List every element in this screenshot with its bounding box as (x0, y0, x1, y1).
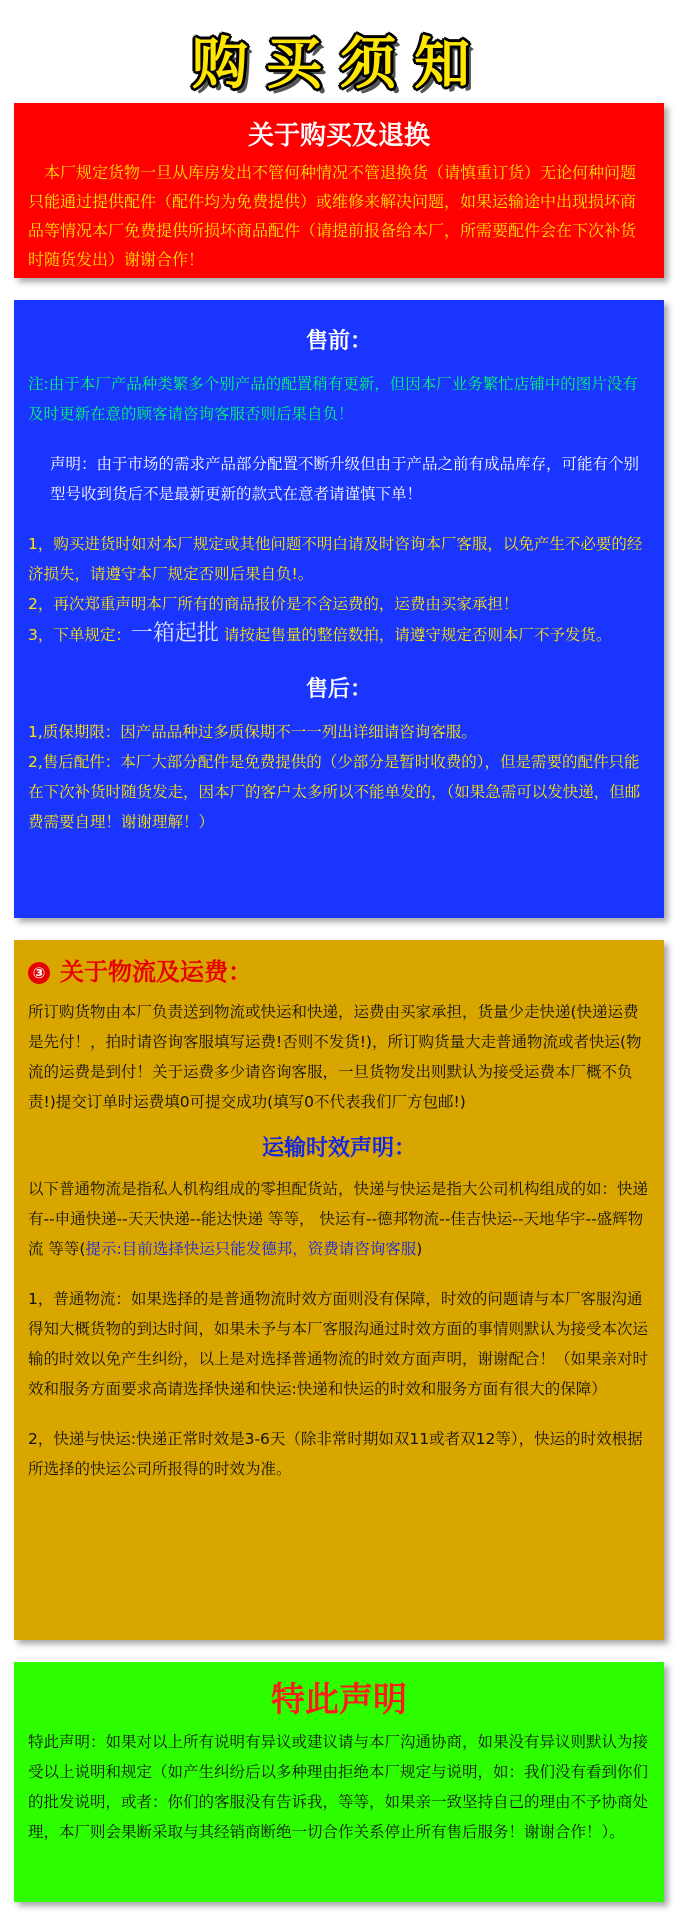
special-statement-text: 特此声明：如果对以上所有说明有异议或建议请与本厂沟通协商，如果没有异议则默认为接受以上说明和规定（如产生纠纷后以多种理由拒绝本厂规定与说明，如：我们没有看到你们的批发说明，或者：你们的客服没有告诉我，等等，如果亲一致坚持自己的理由不予协商处理，本厂则会果断采取与其经销商断绝一切合作关系停止所有售后服务！谢谢合作！）。 (28, 1733, 649, 1841)
special-statement-heading: 特此声明 (271, 1680, 407, 1720)
logistics-heading (28, 952, 650, 987)
pre-sale-heading: 售前： (305, 329, 372, 354)
after-sale-heading: 售后： (305, 677, 372, 702)
after-sale-item-2: 2,售后配件：本厂大部分配件是免费提供的（少部分是暂时收费的），但是需要的配件只能在下次补货时随货发走，因本厂的客户太多所以不能单发的，（如果急需可以发快递，但邮费需要自理！谢谢理解！） (28, 753, 641, 831)
logistics-paragraph-2 (28, 1174, 650, 1264)
special-statement-section (14, 1662, 664, 1902)
pre-sale-item-3 (28, 619, 650, 650)
logistics-tip: 提示:目前选择快运只能发德邦，资费请咨询客服 (85, 1240, 417, 1258)
logistics-paragraph-4: 2，快递与快运:快递正常时效是3-6天（除非常时期如双11或者双12等），快运的时效根据所选择的快运公司所报得的时效为准。 (28, 1430, 643, 1478)
transport-time-heading: 运输时效声明： (261, 1136, 416, 1161)
pre-sale-item-3-rest: 请按起售量的整倍数拍，请遵守规定否则本厂不予发货。 (218, 626, 612, 644)
pre-sale-item-1: 1，购买进货时如对本厂规定或其他问题不明白请及时咨询本厂客服，以免产生不必要的经济损失，请遵守本厂规定否则后果自负!。 (28, 535, 643, 583)
logistics-section (14, 940, 664, 1640)
page-title-wrap (0, 20, 680, 100)
purchase-return-heading: 关于购买及退换 (247, 121, 430, 151)
logistics-paragraph-2-main: 以下普通物流是指私人机构组成的零担配货站，快递与快运是指大公司机构组成的如：快递有--申通快递--天天快递--能达快递 等等， 快运有--德邦物流--佳吉快运--天地华宇--盛辉物流 等等( (28, 1180, 649, 1258)
page-title: 购买须知 (192, 32, 488, 97)
logistics-paragraph-1: 所订购货物由本厂负责送到物流或快运和快递，运费由买家承担，货量少走快递(快递运费是先付！，拍时请咨询客服填写运费!否则不发货!)，所订购货量大走普通物流或者快运(物流的运费是到付！关于运费多少请咨询客服，一旦货物发出则默认为接受运费本厂概不负责!)提交订单时运费填0可提交成功(填写0不代表我们厂方包邮!) (28, 1003, 642, 1111)
number-3-badge: ③ (28, 962, 50, 984)
logistics-paragraph-3: 1，普通物流：如果选择的是普通物流时效方面则没有保障，时效的问题请与本厂客服沟通得知大概货物的到达时间，如果未予与本厂客服沟通过时效方面的事情则默认为接受本次运输的时效以免产生纠纷，以上是对选择普通物流的时效方面声明，谢谢配合！（如果亲对时效和服务方面要求高请选择快递和快运:快递和快运的时效和服务方面有很大的保障） (28, 1290, 649, 1398)
pre-sale-note: 注:由于本厂产品种类繁多个别产品的配置稍有更新，但因本厂业务繁忙店铺中的图片没有及时更新在意的顾客请咨询客服否则后果自负！ (28, 375, 638, 423)
pre-sale-statement: 声明：由于市场的需求产品部分配置不断升级但由于产品之前有成品库存，可能有个别型号收到货后不是最新更新的款式在意者请谨慎下单！ (50, 455, 640, 503)
pre-sale-item-3-label: 3，下单规定： (28, 626, 131, 644)
purchase-return-section (14, 103, 664, 278)
purchase-return-text: 本厂规定货物一旦从库房发出不管何种情况不管退换货（请慎重订货）无论何种问题只能通过提供配件（配件均为免费提供）或维修来解决问题，如果运输途中出现损坏商品等情况本厂免费提供所损坏商品配件（请提前报备给本厂，所需要配件会在下次补货时随货发出）谢谢合作！ (28, 163, 637, 269)
pre-after-sale-section (14, 300, 664, 918)
logistics-paragraph-2-close: ) (416, 1240, 423, 1258)
logistics-heading-text: 关于物流及运费： (60, 958, 252, 986)
after-sale-item-1: 1,质保期限：因产品品种过多质保期不一一列出详细请咨询客服。 (28, 723, 477, 741)
min-order-highlight: 一箱起批 (130, 621, 219, 646)
pre-sale-item-2: 2，再次郑重声明本厂所有的商品报价是不含运费的，运费由买家承担！ (28, 595, 519, 613)
